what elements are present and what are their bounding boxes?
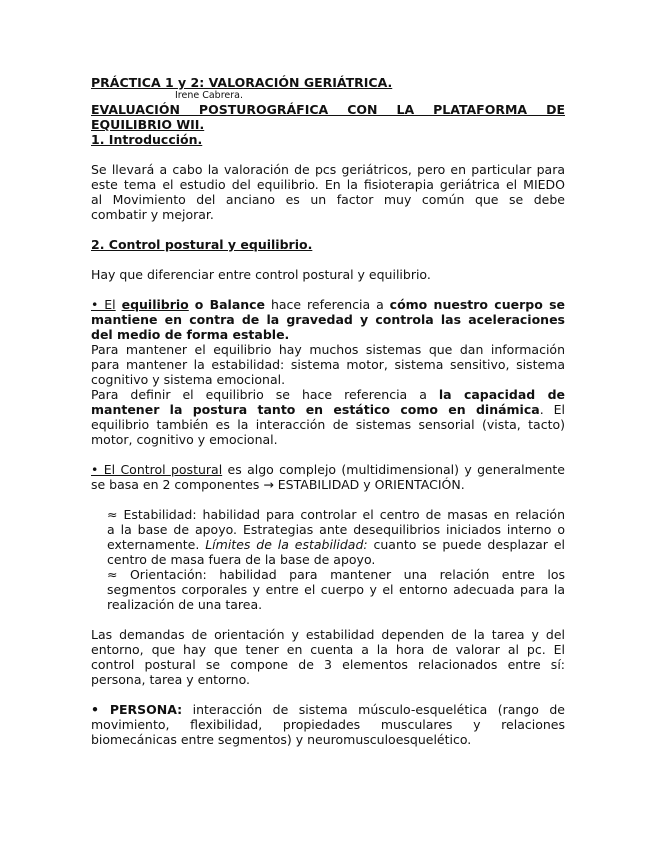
orientacion-line: ≈ Orientación: habilidad para mantener una relación entre los — [107, 567, 565, 582]
intro-line: este tema el estudio del equilibrio. En la fisioterapia geriátrica el MIEDO — [91, 177, 565, 192]
intro-paragraph — [91, 162, 565, 222]
persona-paragraph — [91, 702, 565, 747]
demandas-line: Las demandas de orientación y estabilidad dependen de la tarea y del — [91, 627, 565, 642]
components-list — [91, 507, 565, 612]
orientacion-line: realización de una tarea. — [107, 597, 263, 612]
definition-line-3: equilibrio también es la interacción de sistemas sensorial (vista, tacto) — [91, 417, 565, 432]
control-postural-paragraph — [91, 462, 565, 492]
persona-label: • PERSONA: — [91, 702, 183, 717]
estabilidad-line: centro de masa fuera de la base de apoyo. — [107, 552, 376, 567]
term-control-postural: • El Control postural — [91, 462, 223, 477]
systems-line: cognitivo y sistema emocional. — [91, 372, 286, 387]
document-title: PRÁCTICA 1 y 2: VALORACIÓN GERIÁTRICA. — [91, 75, 393, 90]
persona-line-1: • PERSONA: interacción de sistema músculo-esquelética (rango de — [91, 702, 565, 717]
diff-paragraph: Hay que diferenciar entre control postural y equilibrio. — [91, 267, 431, 282]
limites-estabilidad: Límites de la estabilidad: — [205, 537, 368, 552]
estabilidad-line: externamente. Límites de la estabilidad: cuanto se puede desplazar el — [107, 537, 565, 552]
definition-line-2: mantener la postura tanto en estático como en dinámica. El — [91, 402, 565, 417]
estabilidad-line: ≈ Estabilidad: habilidad para controlar el centro de masas en relación — [107, 507, 565, 522]
systems-line: para mantener la estabilidad: sistema motor, sistema sensitivo, sistema — [91, 357, 565, 372]
systems-line: Para mantener el equilibrio hay muchos sistemas que dan información — [91, 342, 565, 357]
orientacion-line: segmentos corporales y entre el cuerpo y el entorno adecuada para la — [107, 582, 565, 597]
document-page — [91, 75, 565, 747]
term-equilibrio: equilibrio — [121, 297, 189, 312]
subtitle-line-2: EQUILIBRIO WII. — [91, 117, 205, 132]
definition-line-4: motor, cognitivo y emocional. — [91, 432, 278, 447]
demandas-line: control postural se compone de 3 elementos relacionados entre sí: — [91, 657, 565, 672]
subtitle-line-1: EVALUACIÓN POSTUROGRÁFICA CON LA PLATAFORMA DE — [91, 102, 565, 117]
equilibrio-line-2: mantiene en contra de la gravedad y controla las aceleraciones — [91, 312, 565, 327]
equilibrio-line-1: • El equilibrio o Balance hace referencia a cómo nuestro cuerpo se — [91, 297, 565, 312]
equilibrio-paragraph — [91, 297, 565, 447]
control-postural-line-2: se basa en 2 componentes → ESTABILIDAD y ORIENTACIÓN. — [91, 477, 465, 492]
intro-line: Se llevará a cabo la valoración de pcs geriátricos, pero en particular para — [91, 162, 565, 177]
estabilidad-line: a la base de apoyo. Estrategias ante desequilibrios iniciados interno o — [107, 522, 565, 537]
author-name: Irene Cabrera. — [175, 90, 244, 101]
persona-line-2: movimiento, flexibilidad, propiedades musculares y relaciones — [91, 717, 565, 732]
heading-control-postural: 2. Control postural y equilibrio. — [91, 237, 313, 252]
bullet-el: • El — [91, 297, 116, 312]
equilibrio-line-3: del medio de forma estable. — [91, 327, 290, 342]
term-balance: o Balance — [194, 297, 266, 312]
demandas-line: persona, tarea y entorno. — [91, 672, 250, 687]
demandas-line: entorno, que hay que tener en cuenta a la hora de valorar al pc. El — [91, 642, 565, 657]
persona-line-3: biomecánicas entre segmentos) y neuromusculoesquelético. — [91, 732, 472, 747]
demandas-paragraph — [91, 627, 565, 687]
definition-line-1: Para definir el equilibrio se hace referencia a la capacidad de — [91, 387, 565, 402]
intro-line: combatir y mejorar. — [91, 207, 214, 222]
heading-introduccion: 1. Introducción. — [91, 132, 203, 147]
intro-line: al Movimiento del anciano es un factor muy común que se debe — [91, 192, 565, 207]
control-postural-line-1: • El Control postural es algo complejo (multidimensional) y generalmente — [91, 462, 565, 477]
